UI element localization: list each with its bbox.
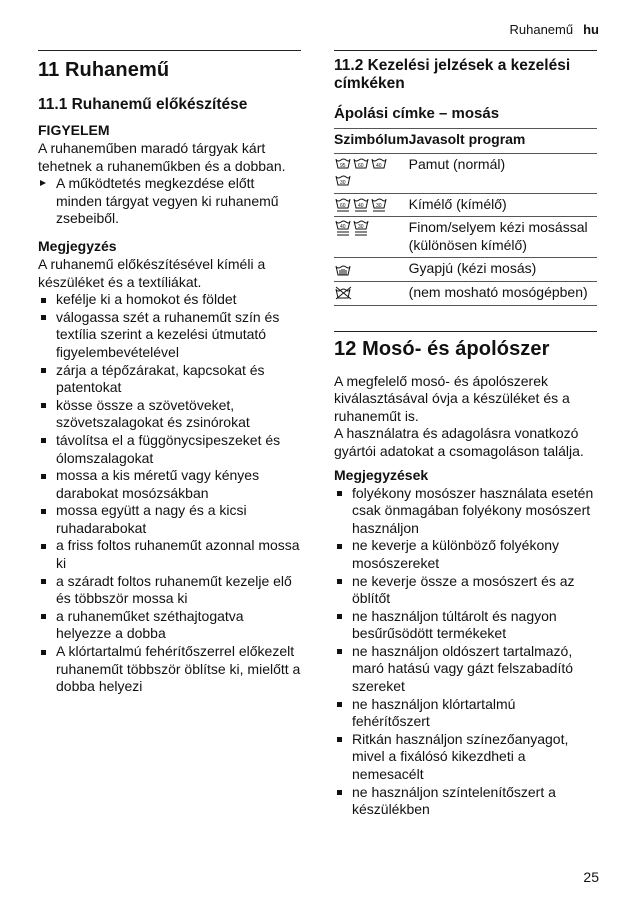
svg-text:30: 30: [340, 179, 346, 186]
chapter-12-title: 12 Mosó- és ápolószer: [334, 337, 550, 360]
table-row: [334, 217, 597, 258]
symbol-cell: [334, 217, 409, 258]
care-label-heading: Ápolási címke – mosás: [334, 105, 500, 122]
list-item: kefélje ki a homokot és földet: [38, 291, 301, 309]
warning-item: A működtetés megkezdése előtt minden tárgyat vegyen ki ruhanemű zsebeiből.: [38, 175, 301, 228]
list-item: A klórtartalmú fehérítőszerrel előkezelt ruhaneműt többször öblítse ki, mielőtt a dobba helyezi: [38, 643, 301, 696]
care-symbol-table: [334, 128, 597, 306]
header-section: Ruhanemű: [509, 22, 574, 37]
list-item: zárja a tépőzárakat, kapcsokat és patentokat: [38, 362, 301, 397]
note-text: A ruhanemű előkészítésével kíméli a készüléket és a textíliákat.: [38, 255, 266, 290]
svg-text:60: 60: [358, 162, 364, 169]
chapter-11-title: 11 Ruhanemű: [38, 59, 170, 81]
wash-symbols-delicate-icon: [334, 219, 374, 237]
program-cell: (nem mosható mosógépben): [408, 283, 588, 300]
list-item: ne használjon klórtartalmú fehérítőszert: [334, 696, 597, 731]
do-not-wash-icon: [334, 286, 354, 300]
table-header-row: [334, 129, 597, 154]
list-item: ne keverje össze a mosószert és az öblítőt: [334, 573, 597, 608]
symbol-cell: [334, 281, 409, 305]
list-item: ne használjon túltárolt és nagyon besűrűsödött termékeket: [334, 608, 597, 643]
symbol-cell: [334, 258, 409, 282]
list-item: kösse össze a szövetöveket, szövetszalagokat és zsinórokat: [38, 397, 301, 432]
chapter-rule: [38, 50, 301, 51]
warning-list: [38, 175, 301, 228]
list-item: Ritkán használjon színezőanyagot, mivel a fixálósó kikezdheti a nemesacélt: [334, 731, 597, 784]
column-header-symbol: Szimbólum: [334, 131, 409, 147]
left-column: [38, 50, 301, 696]
header-language: hu: [583, 22, 599, 37]
svg-text:95: 95: [340, 162, 346, 169]
section-11-1-title: 11.1 Ruhanemű előkészítése: [38, 96, 248, 113]
table-row: [334, 153, 597, 193]
warning-heading: FIGYELEM: [38, 122, 110, 138]
svg-text:40: 40: [358, 202, 364, 209]
list-item: folyékony mosószer használata esetén csak önmagában folyékony mosószert használjon: [334, 485, 597, 538]
svg-text:60: 60: [340, 202, 346, 209]
svg-text:30: 30: [358, 224, 364, 231]
intro-paragraph-2: A használatra és adagolásra vonatkozó gyártói adatokat a csomagoláson találja.: [334, 425, 584, 459]
program-cell: Gyapjú (kézi mosás): [408, 260, 537, 277]
symbol-cell: [334, 193, 409, 217]
list-item: mossa a kis méretű vagy kényes darabokat mosózsákban: [38, 467, 301, 502]
intro-paragraph-1: A megfelelő mosó- és ápolószerek kiválasztásával óvja a készüléket és a ruhaneműt is.: [334, 372, 570, 424]
page-header: [510, 22, 600, 37]
svg-text:40: 40: [376, 162, 382, 169]
list-item: a száradt foltos ruhaneműt kezelje elő és többször mossa ki: [38, 573, 301, 608]
svg-text:40: 40: [340, 224, 346, 231]
svg-text:30: 30: [376, 202, 382, 209]
program-cell: Pamut (normál): [408, 155, 506, 172]
table-row: [334, 258, 597, 282]
table-row: [334, 193, 597, 217]
list-item: mossa együtt a nagy és a kicsi ruhadarabokat: [38, 502, 301, 537]
section-11-2-title: 11.2 Kezelési jelzések a kezelési címkéken: [334, 57, 571, 92]
warning-text: A ruhaneműben maradó tárgyak kárt tehetnek a ruhaneműkben és a dobban.: [38, 140, 286, 174]
notes-heading: Megjegyzések: [334, 466, 429, 483]
chapter-rule: [334, 331, 597, 332]
wash-symbols-cotton-icon: [334, 156, 398, 190]
column-header-program: Javasolt program: [408, 131, 526, 147]
list-item: válogassa szét a ruhaneműt szín és textília szerint a kezelési útmutató figyelembevételével: [38, 309, 301, 362]
page-number: 25: [583, 869, 599, 885]
list-item: a ruhaneműket széthajtogatva helyezze a dobba: [38, 608, 301, 643]
hand-wash-icon: [334, 263, 354, 277]
right-column: [334, 50, 597, 819]
list-item: ne használjon oldószert tartalmazó, maró hatású vagy gázt felszabadító szereket: [334, 643, 597, 696]
list-item: ne keverje a különböző folyékony mosószereket: [334, 537, 597, 572]
table-row: [334, 281, 597, 305]
list-item: a friss foltos ruhaneműt azonnal mossa ki: [38, 537, 301, 572]
symbol-cell: [334, 153, 409, 193]
note-heading: Megjegyzés: [38, 237, 117, 254]
prep-list: [38, 291, 301, 696]
section-rule: [334, 50, 597, 51]
detergent-list: [334, 485, 597, 819]
program-cell: Kímélő (kímélő): [408, 195, 507, 212]
list-item: távolítsa el a függönycsipeszeket és ólomszalagokat: [38, 432, 301, 467]
list-item: ne használjon színtelenítőszert a készülékben: [334, 784, 597, 819]
wash-symbols-gentle-icon: [334, 197, 398, 213]
program-cell: Finom/selyem kézi mosással (különösen kímélő): [408, 219, 588, 253]
